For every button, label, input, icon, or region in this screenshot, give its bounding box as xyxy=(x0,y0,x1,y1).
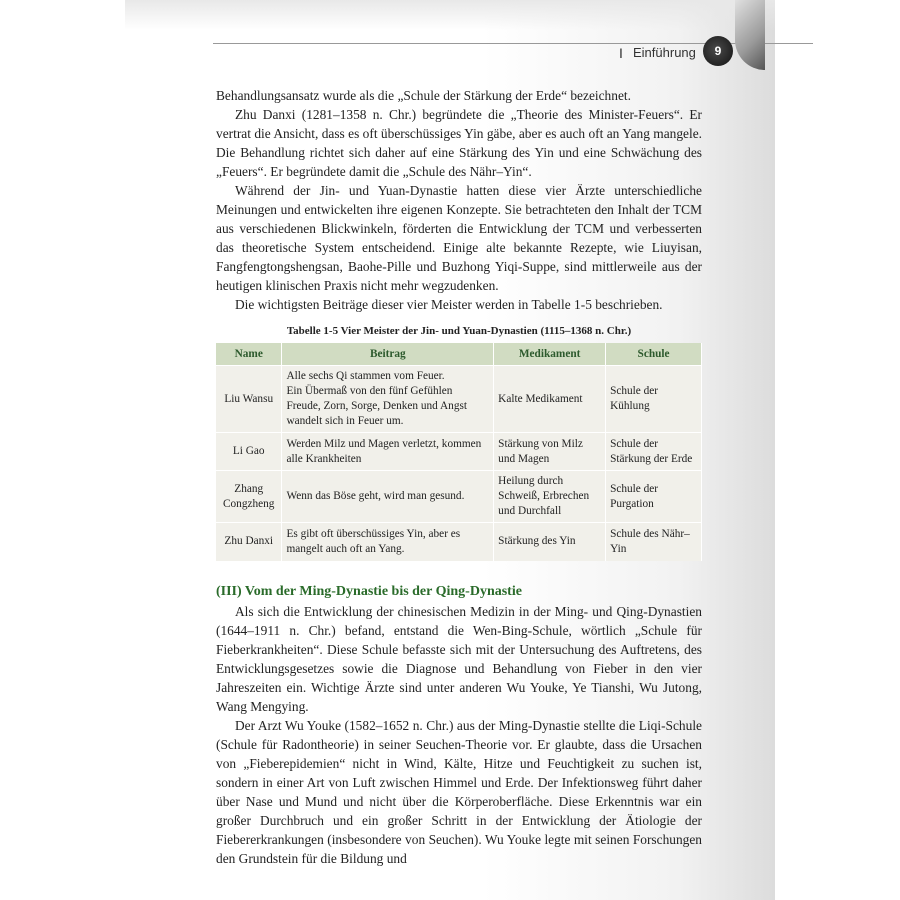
cell-school: Schule des Nähr–Yin xyxy=(606,523,702,561)
paragraph: Der Arzt Wu Youke (1582–1652 n. Chr.) aus der Ming-Dynastie stellte die Liqi-Schule (Schule für Radontheorie) in seiner Seuchen-Theorie vor. Er glaubte, dass die Ursachen von „Fieberepidemien“ nicht in Wind, Kälte, Hitze und Feuchtigkeit zu suchen ist, sondern in einer Art von Luft zwischen Himmel und Erde. Der Infektionsweg führt daher über Nase und Mund und nicht über die Körperoberfläche. Diese Erkenntnis war ein großer Durchbruch und ein großer Schritt in der Entwicklung der Ätiologie der Fiebererkrankungen (insbesondere von Seuchen). Wu Youke legte mit seinen Forschungen den Grundstein für die Bildung und xyxy=(216,718,702,866)
cell-name: Zhang Congzheng xyxy=(216,471,282,523)
page-number: 9 xyxy=(703,36,733,66)
cell-medication: Stärkung von Milz und Magen xyxy=(494,433,606,471)
cell-school: Schule der Kühlung xyxy=(606,366,702,433)
cell-name: Li Gao xyxy=(216,433,282,471)
table-row xyxy=(216,433,702,471)
column-header: Beitrag xyxy=(282,343,494,366)
paragraph: Als sich die Entwicklung der chinesischen Medizin in der Ming- und Qing-Dynastien (1644–1911 n. Chr.) befand, entstand die Wen-Bing-Schule, wörtlich „Schule für Fieberkrankheiten“. Diese Schule befasste sich mit der Untersuchung des Auftretens, des Entwicklungsgesetzes sowie die Diagnose und Behandlung von Fieber in den vier Jahreszeiten ein. Wichtige Ärzte sind unter anderen Wu Youke, Ye Tianshi, Wu Jutong, Wang Mengying. xyxy=(216,604,702,714)
cell-school: Schule der Stärkung der Erde xyxy=(606,433,702,471)
table-row xyxy=(216,366,702,433)
cell-medication: Heilung durch Schweiß, Erbrechen und Durchfall xyxy=(494,471,606,523)
cell-contribution: Alle sechs Qi stammen vom Feuer. Ein Übermaß von den fünf Gefühlen Freude, Zorn, Sorge, Denken und Angst wandelt sich in Feuer um. xyxy=(282,366,494,433)
column-header: Schule xyxy=(606,343,702,366)
page-shadow xyxy=(125,0,775,30)
paragraph: Während der Jin- und Yuan-Dynastie hatten diese vier Ärzte unterschiedliche Meinungen und entwickelten ihre eigenen Konzepte. Sie betrachteten den Inhalt der TCM aus verschiedenen Blickwinkeln, förderten die Entwicklung der TCM und verbesserten das theoretische System entscheidend. Einige alte bekannte Rezepte, wie Liuyisan, Fangfengtongshengsan, Baohe-Pille und Buzhong Yiqi-Suppe, sind mittlerweile aus der heutigen klinischen Praxis nicht mehr wegzudenken. xyxy=(216,183,702,293)
section-text xyxy=(216,602,702,868)
intro-text xyxy=(216,86,702,314)
table-row xyxy=(216,471,702,523)
cell-medication: Stärkung des Yin xyxy=(494,523,606,561)
table-caption: Tabelle 1-5 Vier Meister der Jin- und Yuan-Dynastien (1115–1368 n. Chr.) xyxy=(286,325,632,337)
cell-contribution: Wenn das Böse geht, wird man gesund. xyxy=(282,471,494,523)
cell-school: Schule der Purgation xyxy=(606,471,702,523)
cell-name: Zhu Danxi xyxy=(216,523,282,561)
table-header-row xyxy=(216,343,702,366)
paragraph: Behandlungsansatz wurde als die „Schule der Stärkung der Erde“ bezeichnet. xyxy=(216,88,631,103)
section-heading: (III) Vom der Ming-Dynastie bis der Qing-Dynastie xyxy=(216,584,522,599)
paragraph: Zhu Danxi (1281–1358 n. Chr.) begründete die „Theorie des Minister-Feuers“. Er vertrat die Ansicht, dass es oft überschüssiges Yin gäbe, aber es auch oft an Yang mangele. Die Behandlung richtet sich daher auf eine Stärkung des Yin und eine Schwächung des „Feuers“. Er begründete damit die „Schule des Nähr–Yin“. xyxy=(216,107,702,179)
chapter-marker: I xyxy=(619,45,623,61)
cell-medication: Kalte Medikament xyxy=(494,366,606,433)
masters-table xyxy=(216,343,702,561)
cell-contribution: Werden Milz und Magen verletzt, kommen alle Krankheiten xyxy=(282,433,494,471)
chapter-title: Einführung xyxy=(633,45,696,60)
paragraph: Die wichtigsten Beiträge dieser vier Meister werden in Tabelle 1-5 beschrieben. xyxy=(235,297,663,312)
cell-contribution: Es gibt oft überschüssiges Yin, aber es mangelt auch oft an Yang. xyxy=(282,523,494,561)
column-header: Name xyxy=(216,343,282,366)
column-header: Medikament xyxy=(494,343,606,366)
cell-name: Liu Wansu xyxy=(216,366,282,433)
table-row xyxy=(216,523,702,561)
